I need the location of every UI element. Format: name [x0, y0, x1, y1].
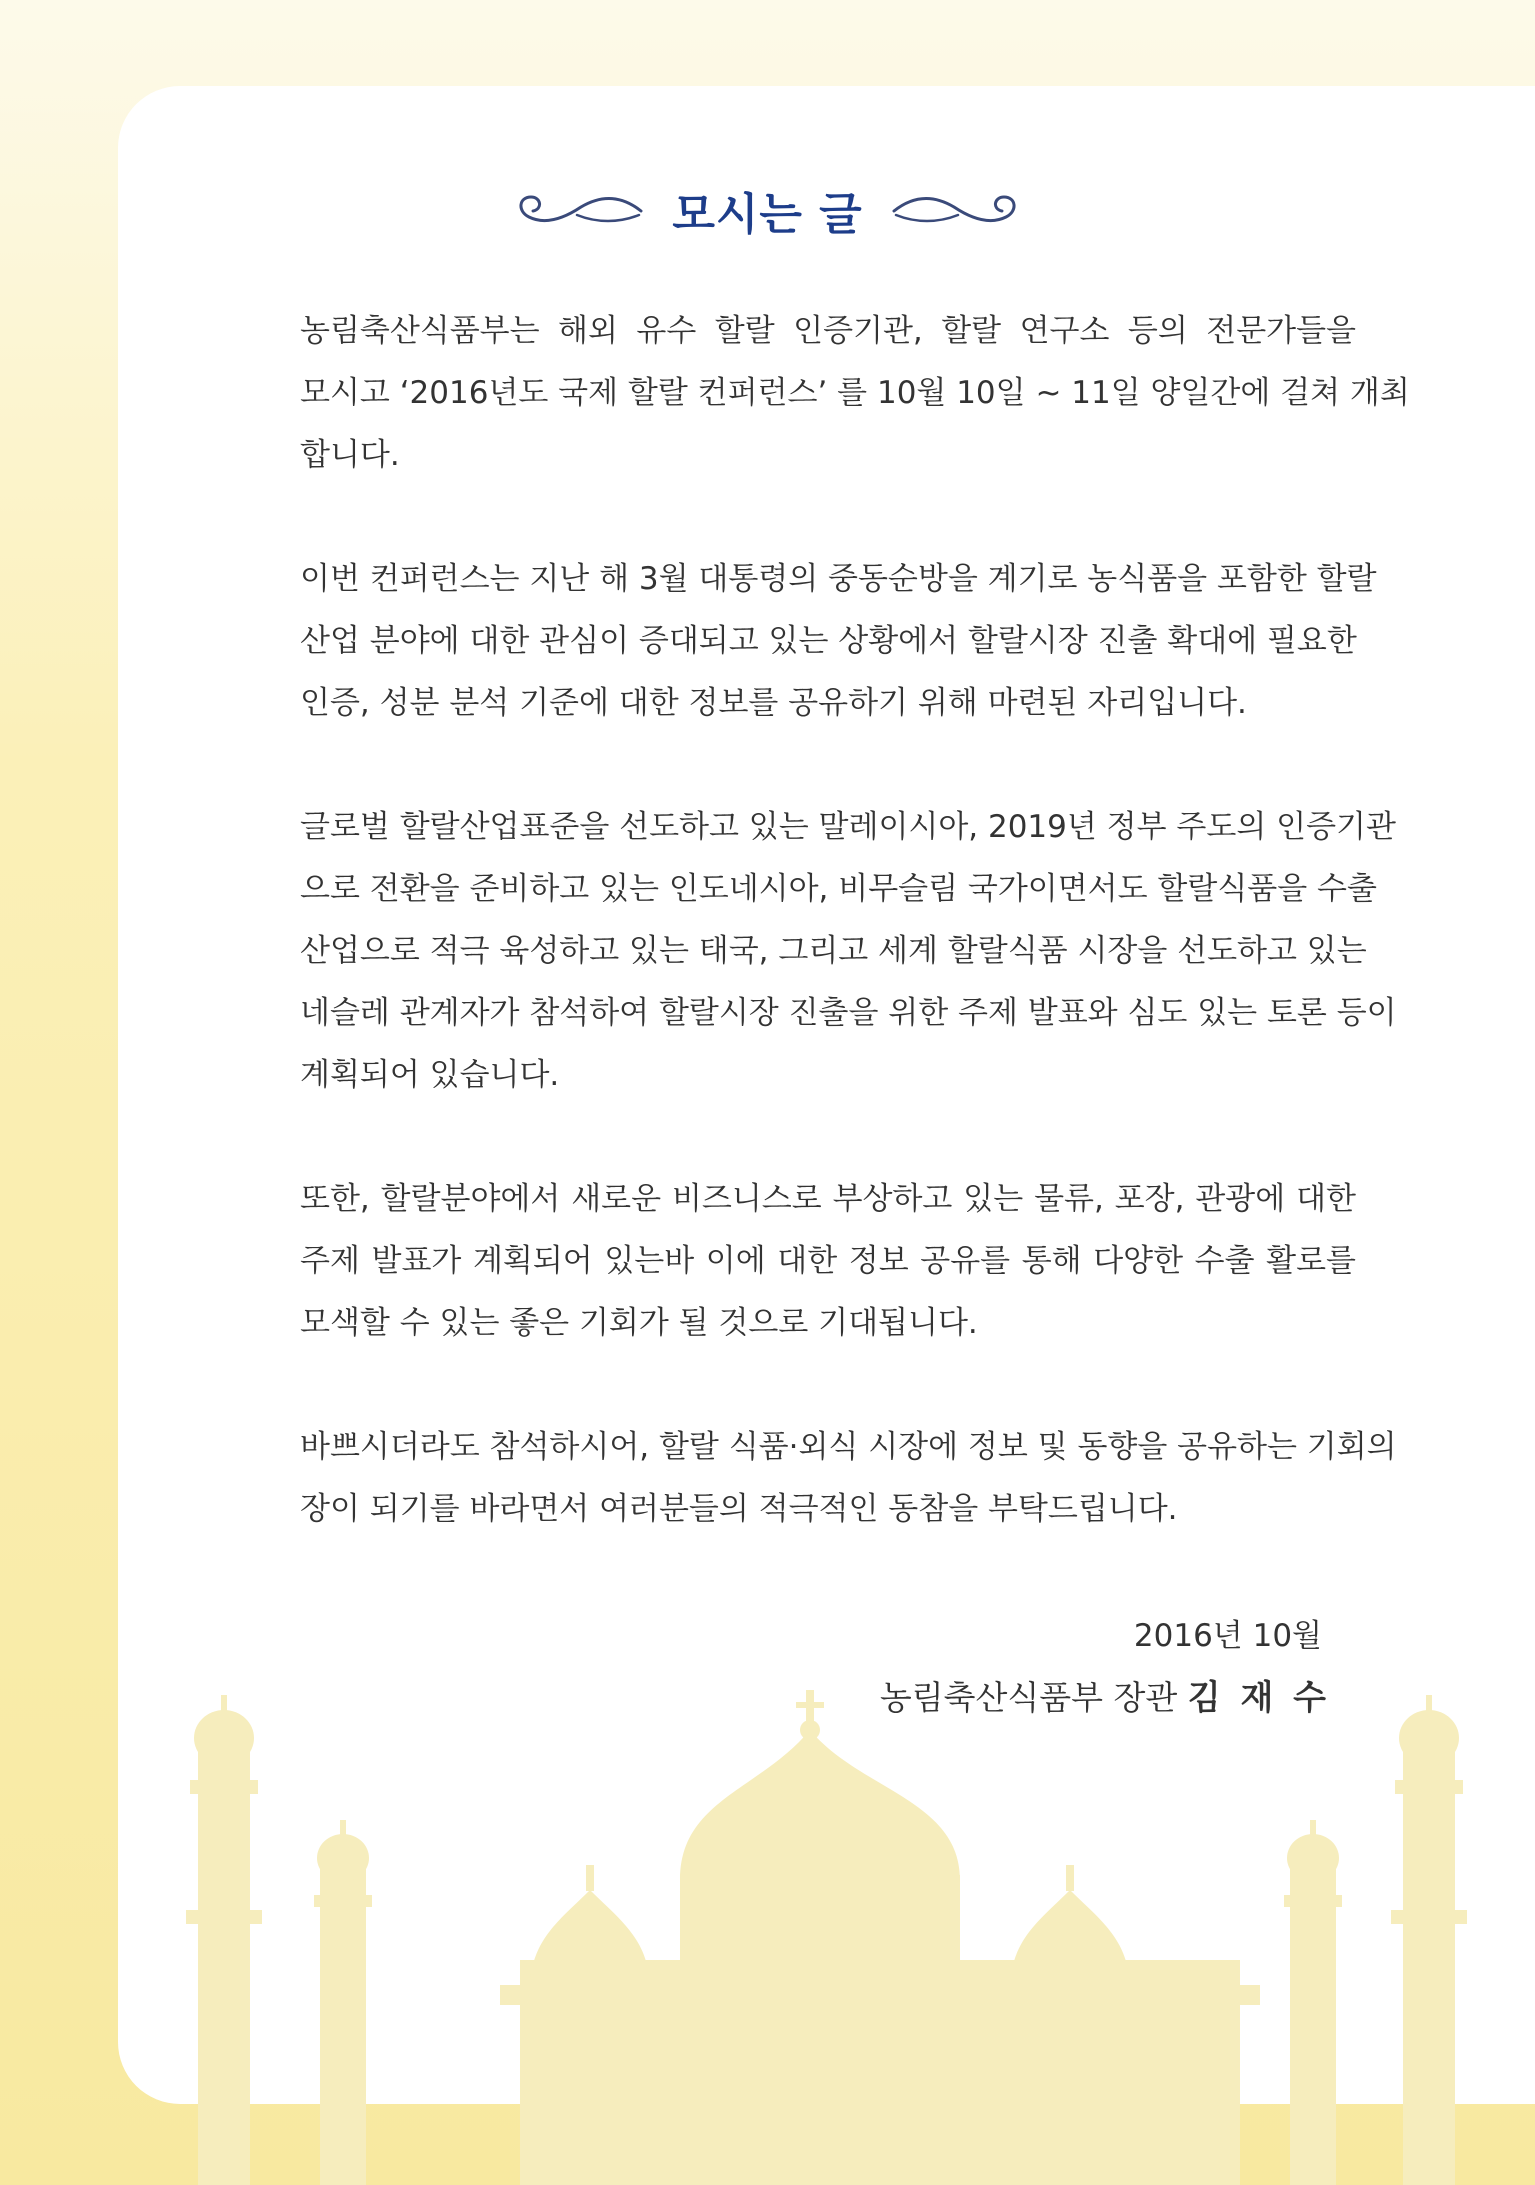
text-line: 합니다.: [300, 437, 400, 473]
paragraph-1: [300, 300, 1410, 486]
text-line: 모색할 수 있는 좋은 기회가 될 것으로 기대됩니다.: [300, 1305, 978, 1341]
text-line: 으로 전환을 준비하고 있는 인도네시아, 비무슬림 국가이면서도 할랄식품을 수출: [300, 871, 1377, 907]
text-line: 글로벌 할랄산업표준을 선도하고 있는 말레이시아, 2019년 정부 주도의 인증기관: [300, 809, 1396, 845]
signature: [860, 1670, 1330, 1719]
signature-name: 김 재 수: [1187, 1678, 1330, 1718]
title-row: [0, 180, 1535, 240]
text-line: 이번 컨퍼런스는 지난 해 3월 대통령의 중동순방을 계기로 농식품을 포함한 할랄: [300, 561, 1377, 597]
paragraph-5: [300, 1416, 1397, 1540]
text-line: 또한, 할랄분야에서 새로운 비즈니스로 부상하고 있는 물류, 포장, 관광에 대한: [300, 1181, 1356, 1217]
text-line: 바쁘시더라도 참석하시어, 할랄 식품·외식 시장에 정보 및 동향을 공유하는 기회의: [300, 1429, 1397, 1465]
paragraph-4: [300, 1168, 1356, 1354]
letter-date: 2016년 10월: [1133, 1618, 1322, 1654]
text-line: 모시고 ‘2016년도 국제 할랄 컨퍼런스’ 를 10월 10일 ~ 11일 양일간에 걸쳐 개최: [300, 375, 1410, 411]
text-line: 네슬레 관계자가 참석하여 할랄시장 진출을 위한 주제 발표와 심도 있는 토론 등이: [300, 995, 1397, 1031]
page-title: 모시는 글: [672, 189, 863, 240]
swirl-right-ornament-icon: [889, 187, 1024, 233]
text-line: 농림축산식품부는 해외 유수 할랄 인증기관, 할랄 연구소 등의 전문가들을: [300, 313, 1356, 349]
text-line: 계획되어 있습니다.: [300, 1057, 560, 1093]
swirl-left-ornament-icon: [511, 187, 646, 233]
text-line: 주제 발표가 계획되어 있는바 이에 대한 정보 공유를 통해 다양한 수출 활로를: [300, 1243, 1356, 1279]
paragraph-3: [300, 796, 1397, 1106]
text-line: 산업으로 적극 육성하고 있는 태국, 그리고 세계 할랄식품 시장을 선도하고 있는: [300, 933, 1367, 969]
text-line: 장이 되기를 바라면서 여러분들의 적극적인 동참을 부탁드립니다.: [300, 1491, 1178, 1527]
text-line: 산업 분야에 대한 관심이 증대되고 있는 상황에서 할랄시장 진출 확대에 필요한: [300, 623, 1357, 659]
letter-body: [300, 300, 1410, 1602]
text-line: 인증, 성분 분석 기준에 대한 정보를 공유하기 위해 마련된 자리입니다.: [300, 685, 1247, 721]
paragraph-2: [300, 548, 1377, 734]
signature-org: 농림축산식품부 장관: [879, 1678, 1178, 1717]
